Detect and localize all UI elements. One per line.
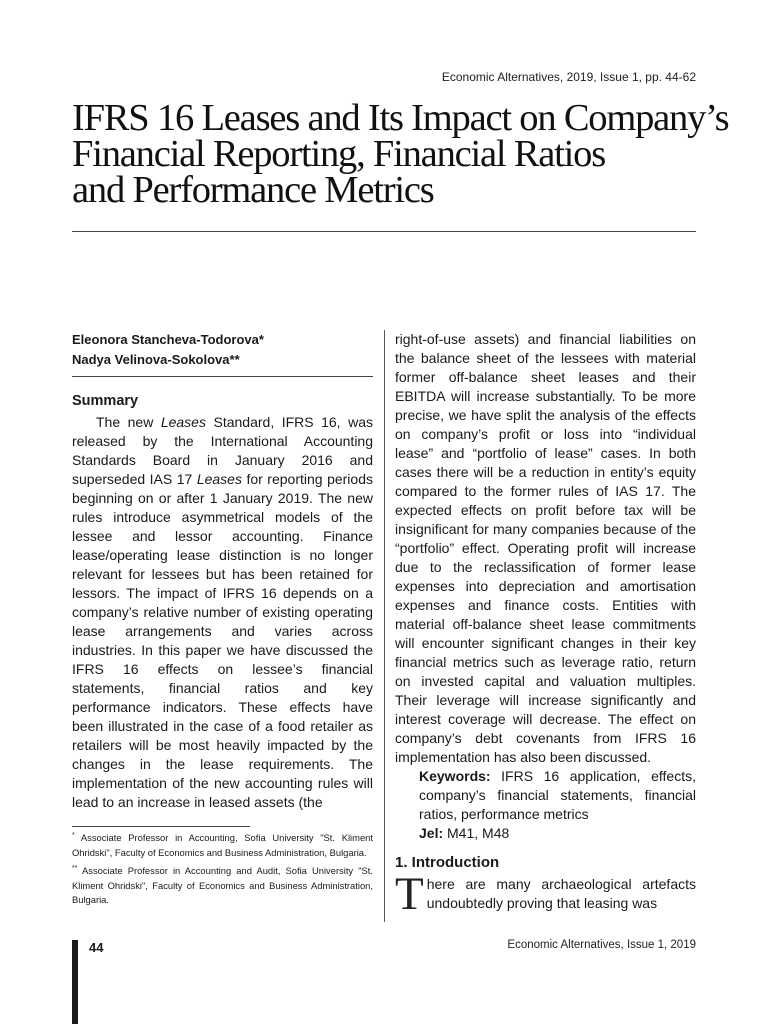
right-column <box>395 330 696 920</box>
footnote-divider <box>72 826 250 827</box>
summary-text: for reporting periods beginning on or after 1 January 2019. The new rules introduce asymmetrical models of the lessee and lessor accounting. Finance lease/operating lease distinction is no longer relevant for lessees but has been retained for lessors. The impact of IFRS 16 depends on a company’s relative number of existing operating lease arrangements and varies across industries. In this paper we have discussed the IFRS 16 effects on lessee’s financial statements, financial ratios and key performance indicators. These effects have been illustrated in the case of a food retailer as retailers will be most heavily impacted by the changes in the lease requirements. The implementation of the new accounting rules will lead to an increase in leased assets (the <box>72 471 373 810</box>
article-title <box>72 97 729 211</box>
title-line: Financial Reporting, Financial Ratios <box>72 133 606 175</box>
keywords-text: IFRS 16 application, effects, company’s financial statements, financial ratios, performance metrics <box>419 768 696 822</box>
jel-text: M41, M48 <box>443 825 510 841</box>
keywords <box>395 767 696 824</box>
author-name: Nadya Velinova-Sokolova** <box>72 352 240 367</box>
page-number: 44 <box>89 940 104 955</box>
summary-text-italic: Leases <box>160 414 206 430</box>
drop-cap: T <box>395 868 424 920</box>
summary-continuation: right-of-use assets) and financial liabilities on the balance sheet of the lessees with material former off-balance sheet leases and their EBITDA will increase substantially. To be more precise, we have split the analysis of the effects on company’s profit or loss into “individual lease” and “portfolio of lease” cases. In both cases there will be a reduction in entity’s equity compared to the former rules of IAS 17. The expected effects on profit before tax will be insignificant for many companies because of the “portfolio” effect. Operating profit will increase due to the reclassification of former lease expenses into depreciation and amortisation expenses and finance costs. Entities with material off-balance sheet lease commitments will encounter significant changes in their key financial metrics such as leverage ratio, return on invested capital and valuation multiples. Their leverage will increase significantly and interest coverage will decrease. The effect on company’s debt covenants from IFRS 16 implementation has also been discussed. <box>395 331 696 765</box>
journal-reference: Economic Alternatives, 2019, Issue 1, pp. 44-62 <box>441 70 696 84</box>
jel-label: Jel: <box>419 825 444 841</box>
title-divider <box>72 231 696 232</box>
footnote-mark: * <box>72 832 75 839</box>
left-column <box>72 330 373 908</box>
footnote-mark: ** <box>72 865 78 873</box>
summary-text-italic: Leases <box>196 471 242 487</box>
footnote-text: Associate Professor in Accounting and Audit, Sofia University "St. Kliment Ohridski", Faculty of Economics and Business Administration, Bulgaria. <box>72 865 373 906</box>
column-divider <box>384 330 385 922</box>
title-line: IFRS 16 Leases and Its Impact on Company’s <box>72 97 729 139</box>
title-line: and Performance Metrics <box>72 169 434 211</box>
summary-text: Standard, IFRS 16, was released by the International Accounting Standards Board in January 2016 and superseded IAS 17 <box>72 414 373 487</box>
jel-codes <box>395 824 696 843</box>
author-name: Eleonora Stancheva-Todorova* <box>72 332 264 347</box>
keywords-label: Keywords: <box>419 768 491 784</box>
authors-divider <box>72 376 373 377</box>
introduction-paragraph <box>395 868 696 920</box>
introduction-text: here are many archaeological artefacts undoubtedly proving that leasing was <box>426 876 696 911</box>
summary-paragraph <box>72 413 373 812</box>
footnote <box>72 862 373 908</box>
footnote-text: Associate Professor in Accounting, Sofia University "St. Kliment Ohridski", Faculty of Economics and Business Administration, Bulgaria. <box>72 832 373 858</box>
footnote <box>72 829 373 860</box>
summary-text: The new <box>96 414 161 430</box>
footer-journal-info: Economic Alternatives, Issue 1, 2019 <box>507 939 696 951</box>
introduction-heading: 1. Introduction <box>395 854 500 871</box>
summary-heading: Summary <box>72 393 139 409</box>
page-edge-bar <box>72 940 78 1024</box>
